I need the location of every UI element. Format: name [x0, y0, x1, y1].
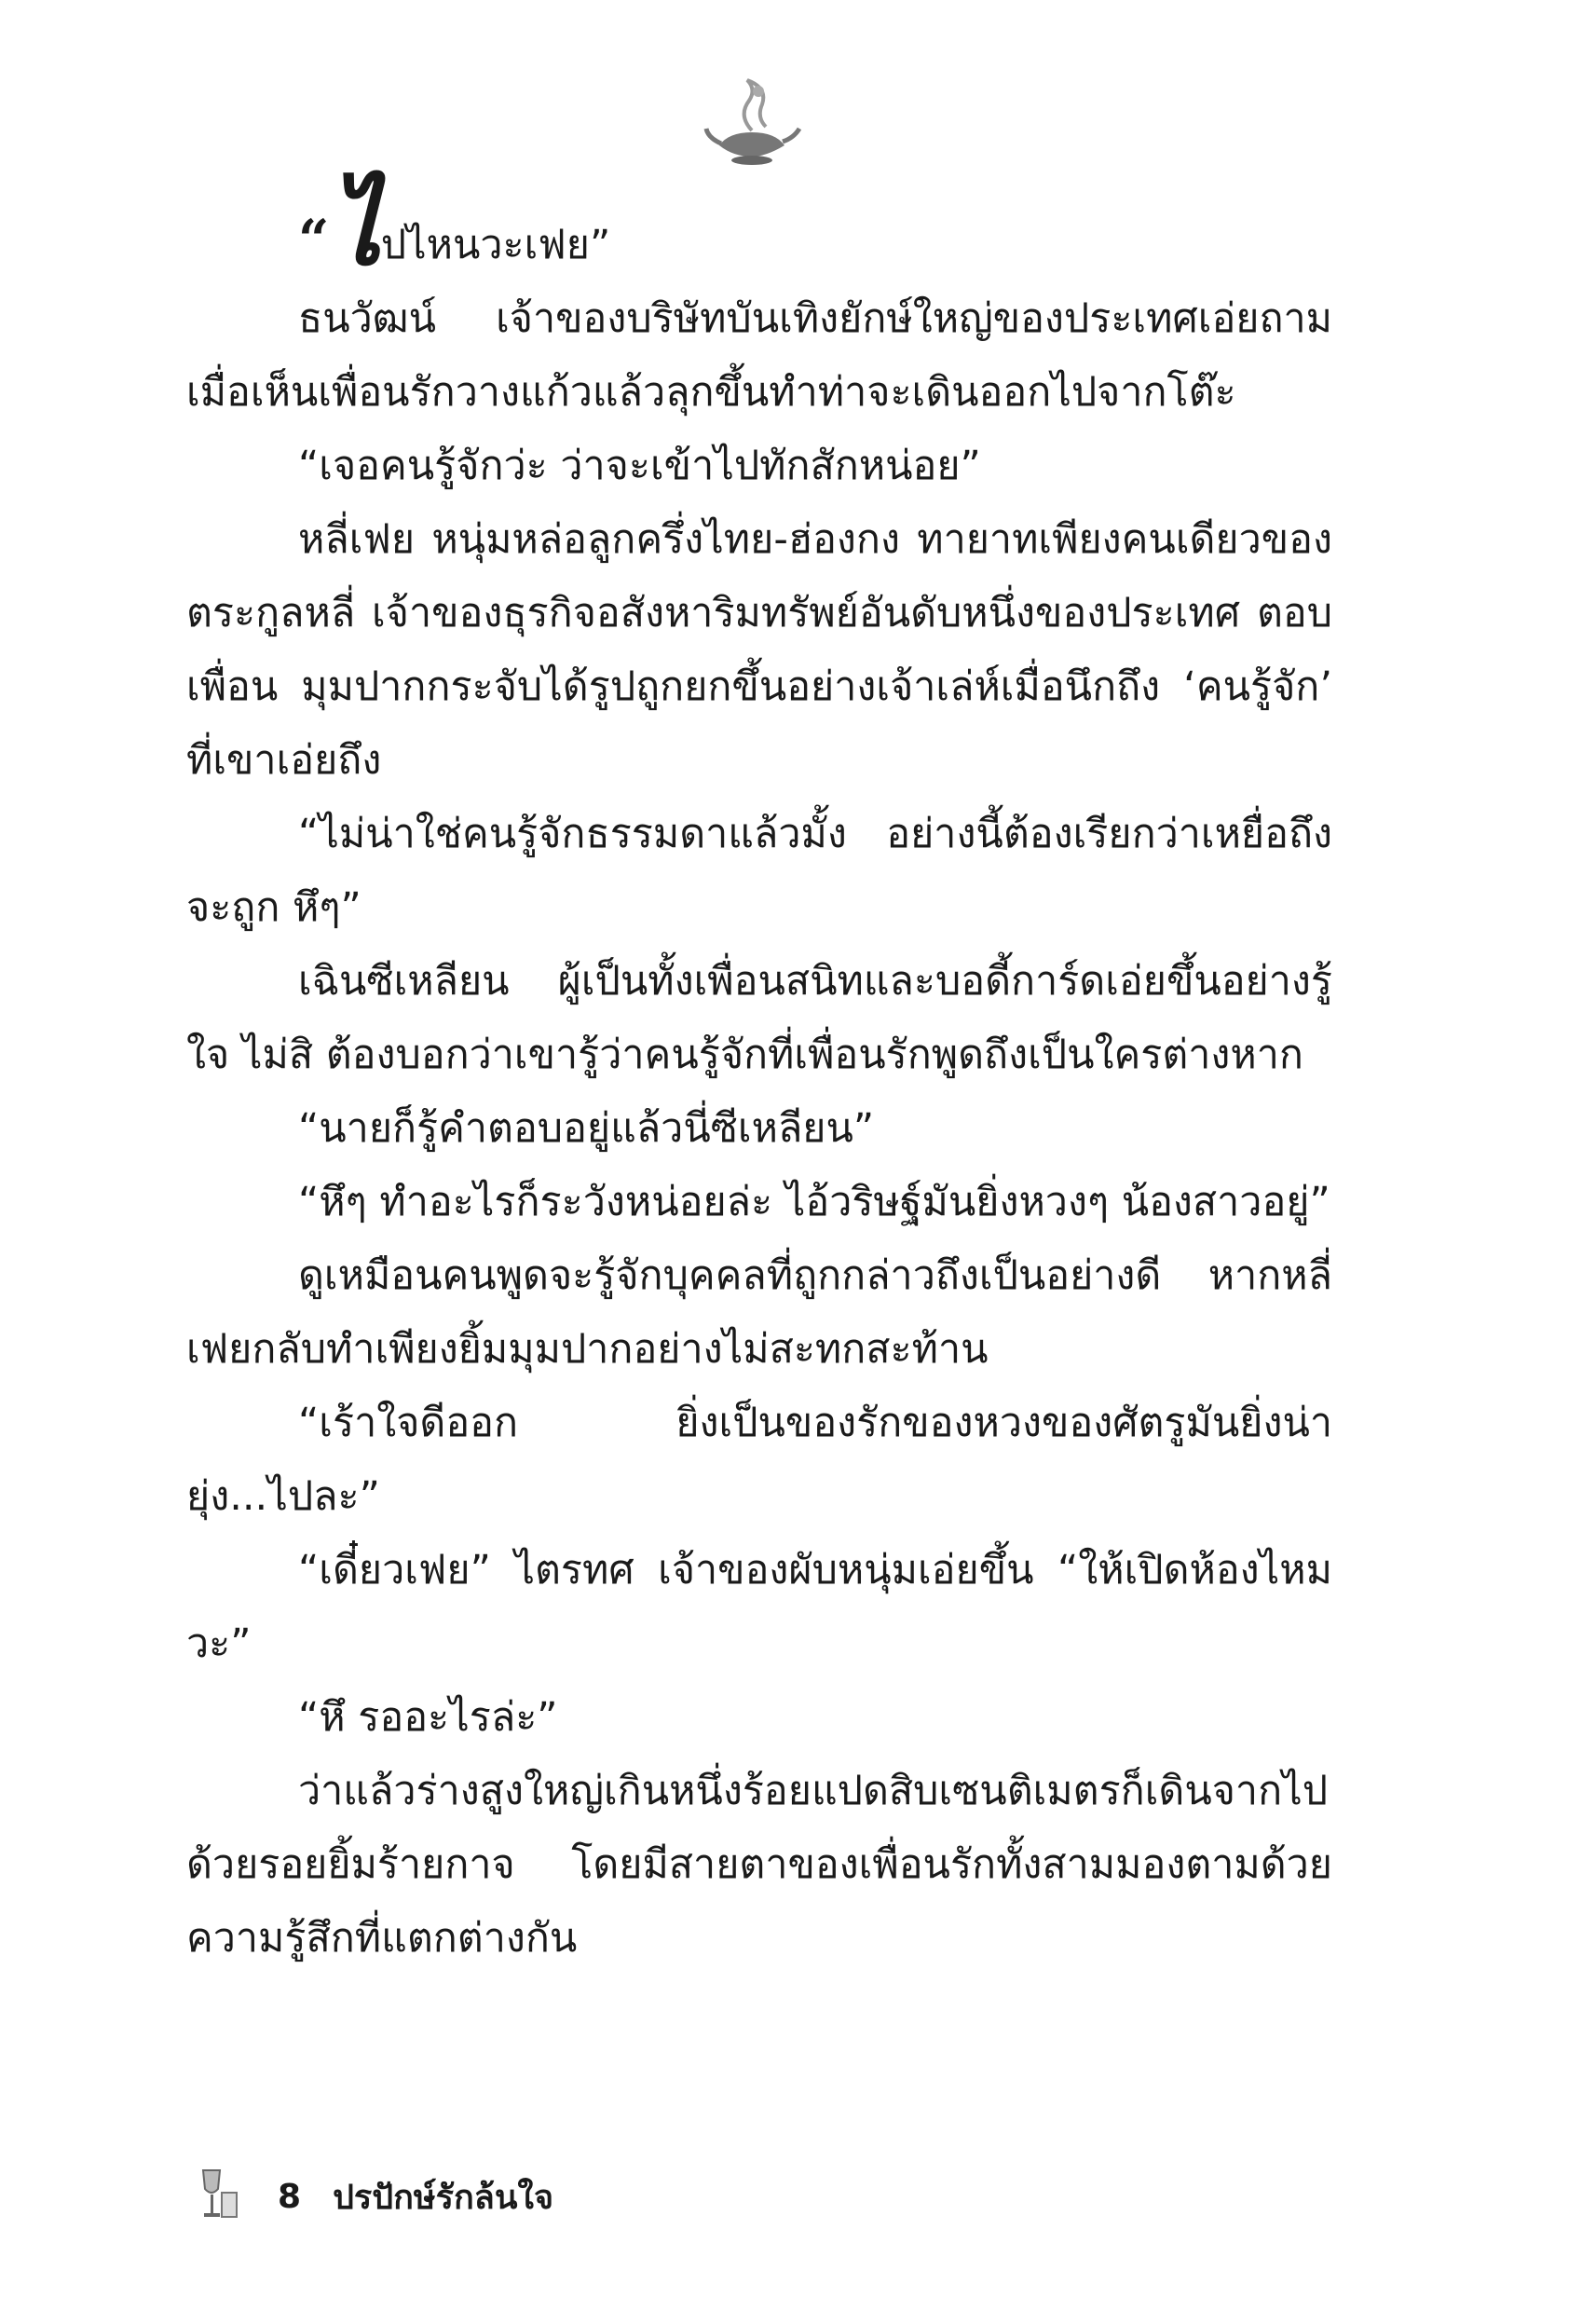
body-text — [186, 168, 1332, 1976]
paragraph: “หึ รออะไรล่ะ” — [298, 1694, 558, 1741]
paragraph: “เจอคนรู้จักว่ะ ว่าจะเข้าไปทักสักหน่อย” — [298, 443, 981, 489]
dropcap: ไ — [329, 168, 381, 288]
genie-lamp-icon — [701, 73, 803, 175]
paragraph: หลี่เฟย หนุ่มหล่อลูกครึ่งไทย-ฮ่องกง ทายาทเพียงคนเดียวของตระกูลหลี่ เจ้าของธุรกิจอสังหาริมทรัพย์อันดับหนึ่งของประเทศ ตอบเพื่อน มุมปากกระจับได้รูปถูกยกขึ้นอย่างเจ้าเล่ห์เมื่อนึกถึง ‘คนรู้จัก’ ที่เขาเอ่ยถึง — [186, 516, 1332, 784]
opening-quote: “ — [298, 208, 330, 271]
paragraph: “เร้าใจดีออก ยิ่งเป็นของรักของหวงของศัตรูมันยิ่งน่ายุ่ง...ไปละ” — [186, 1400, 1332, 1520]
paragraph: เฉินซีเหลียน ผู้เป็นทั้งเพื่อนสนิทและบอดี้การ์ดเอ่ยขึ้นอย่างรู้ใจ ไม่สิ ต้องบอกว่าเขารู้ว่าคนรู้จักที่เพื่อนรักพูดถึงเป็นใครต่างหาก — [186, 958, 1332, 1078]
paragraph: “เดี๋ยวเฟย” ไตรทศ เจ้าของผับหนุ่มเอ่ยขึ้น “ให้เปิดห้องไหมวะ” — [186, 1547, 1332, 1667]
wine-glass-icon — [196, 2167, 240, 2226]
paragraph: ดูเหมือนคนพูดจะรู้จักบุคคลที่ถูกกล่าวถึงเป็นอย่างดี หากหลี่เฟยกลับทำเพียงยิ้มมุมปากอย่างไม่สะทกสะท้าน — [186, 1252, 1332, 1373]
paragraph: ว่าแล้วร่างสูงใหญ่เกินหนึ่งร้อยแปดสิบเซนติเมตรก็เดินจากไปด้วยรอยยิ้มร้ายกาจ โดยมีสายตาของเพื่อนรักทั้งสามมองตามด้วยความรู้สึกที่แตกต่างกัน — [186, 1768, 1332, 1962]
paragraph-1 — [186, 168, 1332, 288]
page-footer — [196, 2164, 553, 2229]
paragraph: ธนวัฒน์ เจ้าของบริษัทบันเทิงยักษ์ใหญ่ของประเทศเอ่ยถาม เมื่อเห็นเพื่อนรักวางแก้วแล้วลุกขึ้นทำท่าจะเดินออกไปจากโต๊ะ — [186, 295, 1332, 416]
page-number: 8 — [278, 2177, 302, 2216]
paragraph-1-text: ปไหนวะเฟย” — [380, 222, 611, 268]
paragraph: “ไม่น่าใช่คนรู้จักธรรมดาแล้วมั้ง อย่างนี้ต้องเรียกว่าเหยื่อถึงจะถูก หึๆ” — [186, 811, 1332, 931]
book-title: ปรปักษ์รักล้นใจ — [333, 2178, 554, 2217]
paragraph: “นายก็รู้คำตอบอยู่แล้วนี่ซีเหลียน” — [298, 1105, 875, 1152]
paragraph: “หึๆ ทำอะไรก็ระวังหน่อยล่ะ ไอ้วริษฐ์มันยิ่งหวงๆ น้องสาวอยู่” — [298, 1179, 1330, 1225]
